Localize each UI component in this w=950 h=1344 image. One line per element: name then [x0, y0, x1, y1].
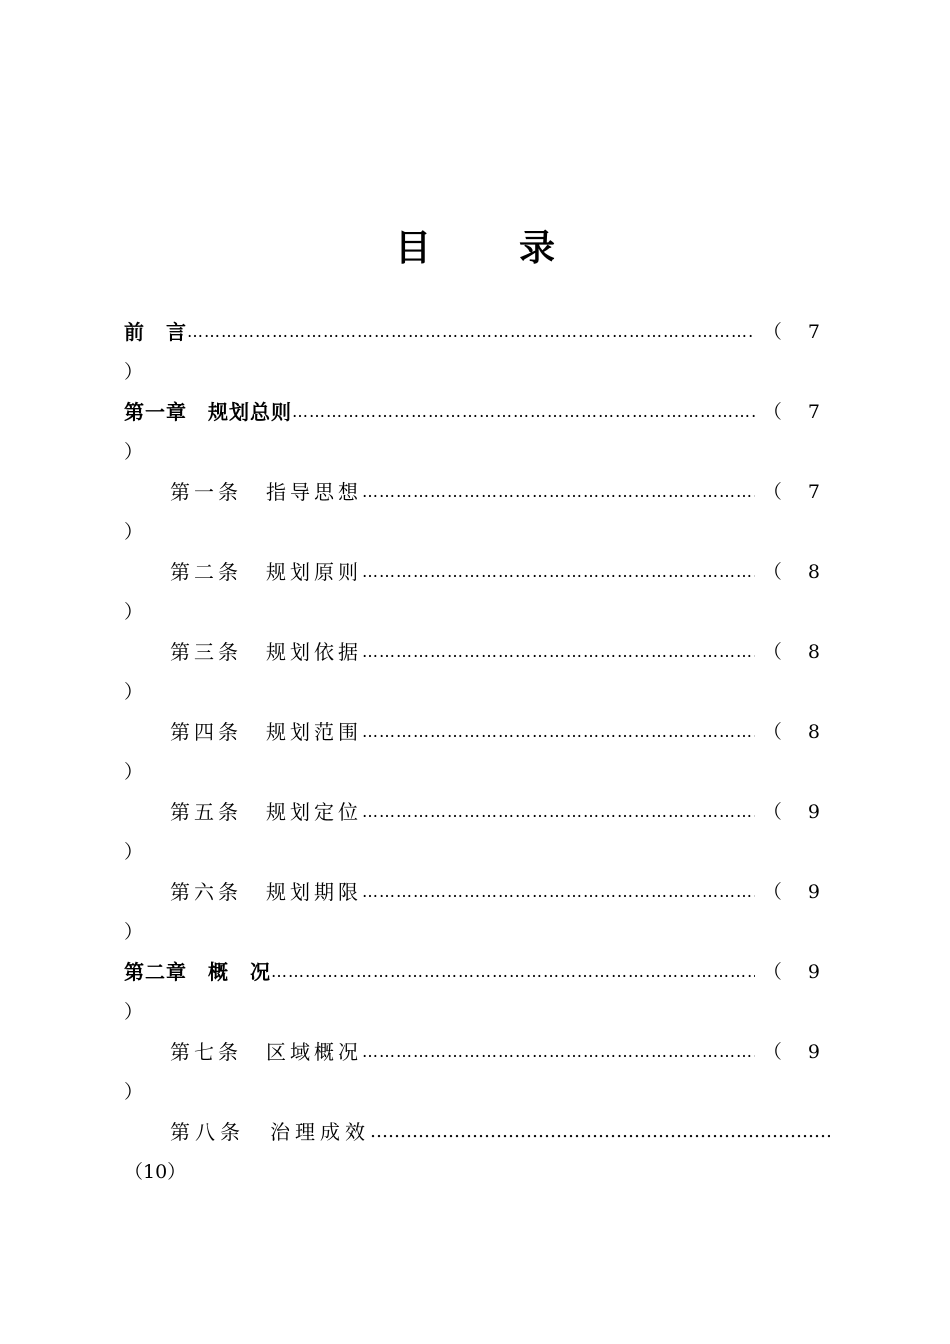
toc-leader-dots	[362, 552, 755, 592]
toc-entry-label: 第一条 指导思想	[170, 480, 362, 504]
toc-entry-article-2[interactable]	[124, 552, 830, 592]
toc-page-number-wrap: ）	[124, 921, 144, 943]
toc-page-number-wrap: ）	[124, 1001, 144, 1023]
toc-leader-dots	[362, 472, 755, 512]
toc-page-number: （ 8	[762, 721, 830, 743]
toc-page-number-wrap: ）	[124, 761, 144, 783]
toc-entry-article-3[interactable]	[124, 632, 830, 672]
toc-page-number: （ 7	[762, 401, 830, 423]
toc-entry-article-5[interactable]	[124, 792, 830, 832]
toc-page-number-wrap: ）	[124, 441, 144, 463]
toc-entry-article-4[interactable]	[124, 712, 830, 752]
toc-page-number: （ 9	[762, 801, 830, 823]
toc-entry-preface[interactable]	[124, 312, 830, 352]
toc-entry-article-1[interactable]	[124, 472, 830, 512]
toc-entry-label: 第二章 概 况	[124, 960, 271, 984]
toc-leader-dots	[370, 1112, 830, 1152]
toc-page-number: （ 8	[762, 641, 830, 663]
toc-page-number-wrap: ）	[124, 361, 144, 383]
toc-entry-article-6[interactable]	[124, 872, 830, 912]
toc-page-number: （ 7	[762, 481, 830, 503]
toc-leader-dots	[271, 952, 755, 992]
toc-page-number-wrap: ）	[124, 681, 144, 703]
toc-leader-dots	[362, 792, 755, 832]
toc-entry-label: 第一章 规划总则	[124, 400, 292, 424]
toc-entry-label: 第七条 区域概况	[170, 1040, 362, 1064]
toc-entry-label: 第八条 治理成效	[170, 1120, 370, 1144]
page-title: 目 录	[394, 228, 581, 269]
toc-page-number: （ 8	[762, 561, 830, 583]
toc-page-number: （ 7	[762, 321, 830, 343]
toc-leader-dots	[292, 392, 755, 432]
toc-page-number-wrap: ）	[124, 1081, 144, 1103]
toc-entry-label: 第五条 规划定位	[170, 800, 362, 824]
toc-entry-article-7[interactable]	[124, 1032, 830, 1072]
toc-page-number-wrap: （10）	[124, 1161, 187, 1183]
toc-entry-label: 前 言	[124, 320, 187, 344]
toc-leader-dots	[362, 712, 755, 752]
toc-page-number-wrap: ）	[124, 601, 144, 623]
toc-entry-chapter-2[interactable]	[124, 952, 830, 992]
table-of-contents	[124, 312, 830, 1192]
toc-page-number-wrap: ）	[124, 841, 144, 863]
toc-entry-label: 第三条 规划依据	[170, 640, 362, 664]
toc-entry-chapter-1[interactable]	[124, 392, 830, 432]
toc-leader-dots	[362, 872, 755, 912]
toc-page-number-wrap: ）	[124, 521, 144, 543]
toc-leader-dots	[362, 1032, 755, 1072]
toc-entry-label: 第二条 规划原则	[170, 560, 362, 584]
toc-leader-dots	[362, 632, 755, 672]
toc-entry-article-8[interactable]	[124, 1112, 830, 1152]
toc-entry-label: 第四条 规划范围	[170, 720, 362, 744]
toc-page-number: （ 9	[762, 961, 830, 983]
toc-page-number: （ 9	[762, 881, 830, 903]
toc-leader-dots	[187, 312, 755, 352]
toc-entry-label: 第六条 规划期限	[170, 880, 362, 904]
toc-page-number: （ 9	[762, 1041, 830, 1063]
